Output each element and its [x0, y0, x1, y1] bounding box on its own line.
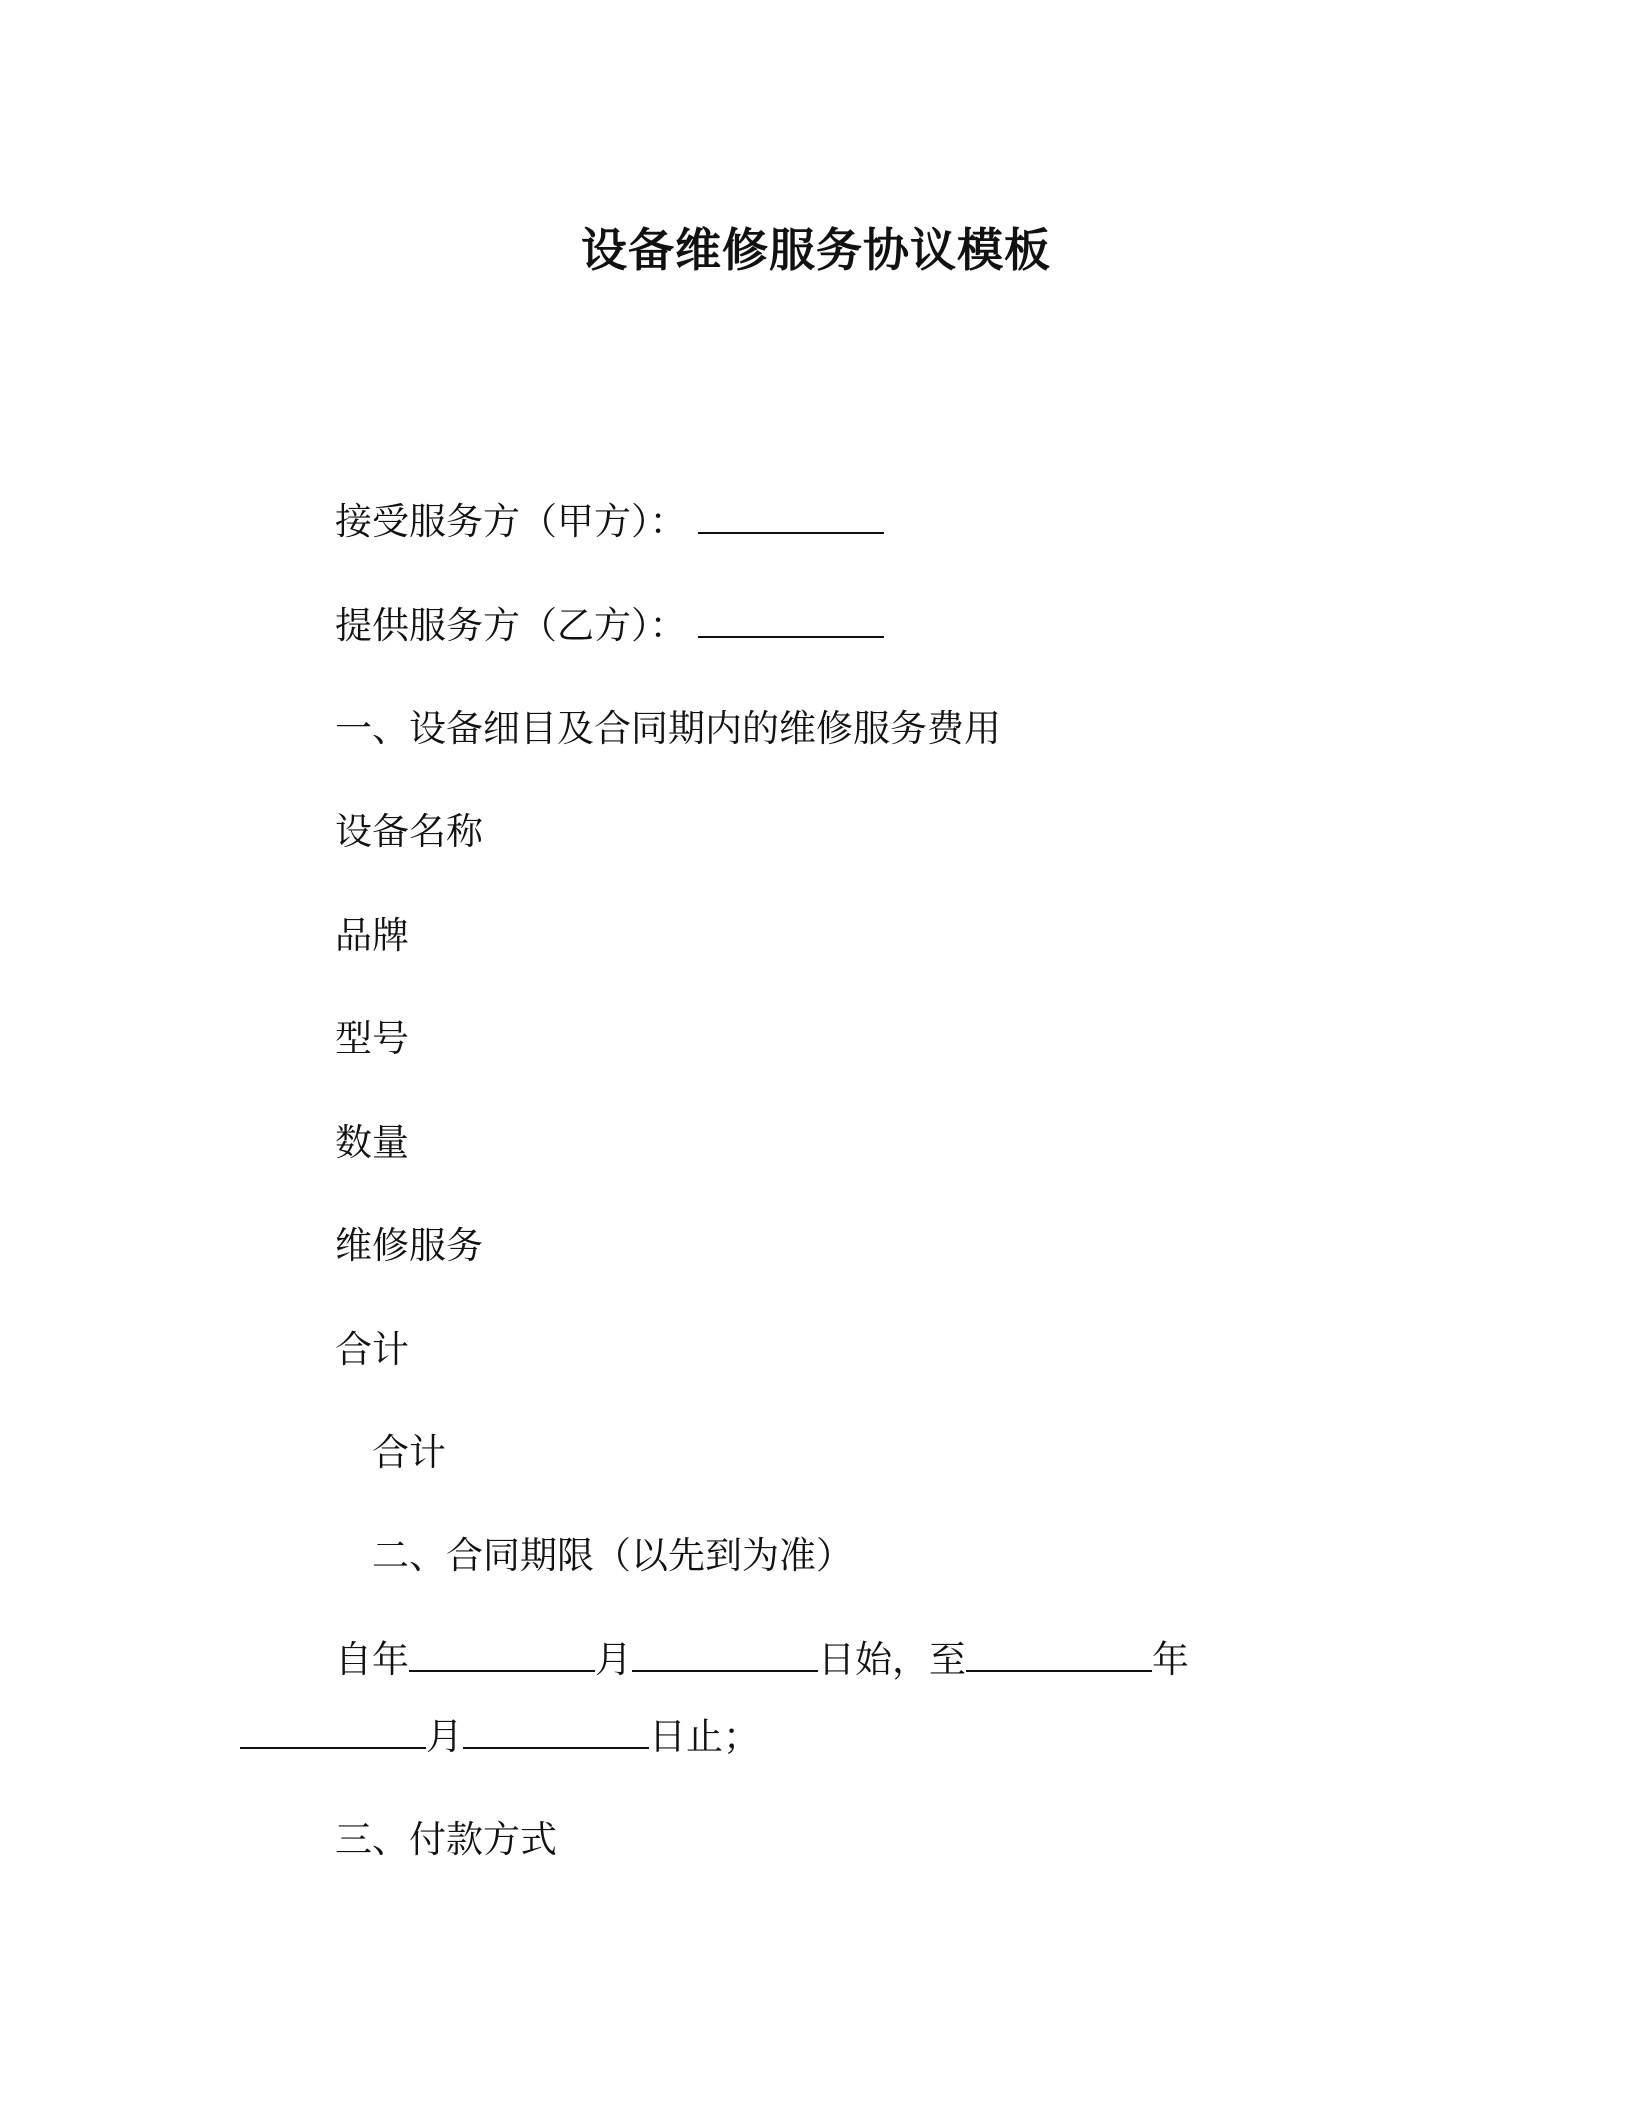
label-equipment-name: 设备名称 — [335, 810, 483, 853]
label-repair-service: 维修服务 — [335, 1224, 483, 1267]
section2-heading: 二、合同期限（以先到为准） — [372, 1534, 853, 1577]
party-a-line — [335, 497, 884, 547]
term-end-day-blank — [463, 1713, 649, 1749]
section3-heading: 三、付款方式 — [335, 1818, 557, 1861]
party-b-blank — [698, 602, 884, 638]
term-day-start-text: 日始，至 — [818, 1638, 966, 1681]
term-end-year-blank — [966, 1636, 1152, 1672]
party-b-line — [335, 601, 884, 651]
term-start-year-blank — [409, 1636, 595, 1672]
party-a-blank — [698, 498, 884, 534]
document-title: 设备维修服务协议模板 — [581, 223, 1051, 277]
term-line-2 — [240, 1712, 760, 1762]
term-start-month-blank — [632, 1636, 818, 1672]
party-b-label: 提供服务方（乙方）： — [335, 604, 687, 647]
label-model: 型号 — [335, 1017, 409, 1060]
party-a-label: 接受服务方（甲方）： — [335, 500, 687, 543]
term-from-text: 自年 — [335, 1638, 409, 1681]
section1-heading: 一、设备细目及合同期内的维修服务费用 — [335, 707, 1001, 750]
term-end-day-text: 日止； — [649, 1715, 760, 1758]
term-year-text: 年 — [1152, 1638, 1189, 1681]
label-quantity: 数量 — [335, 1121, 409, 1164]
label-subtotal: 合计 — [335, 1328, 409, 1371]
term-end-month-text: 月 — [426, 1715, 463, 1758]
term-line-1 — [335, 1635, 1189, 1685]
term-end-month-blank — [240, 1713, 426, 1749]
total-label: 合计 — [372, 1431, 446, 1474]
label-brand: 品牌 — [335, 914, 409, 957]
term-month-text: 月 — [595, 1638, 632, 1681]
